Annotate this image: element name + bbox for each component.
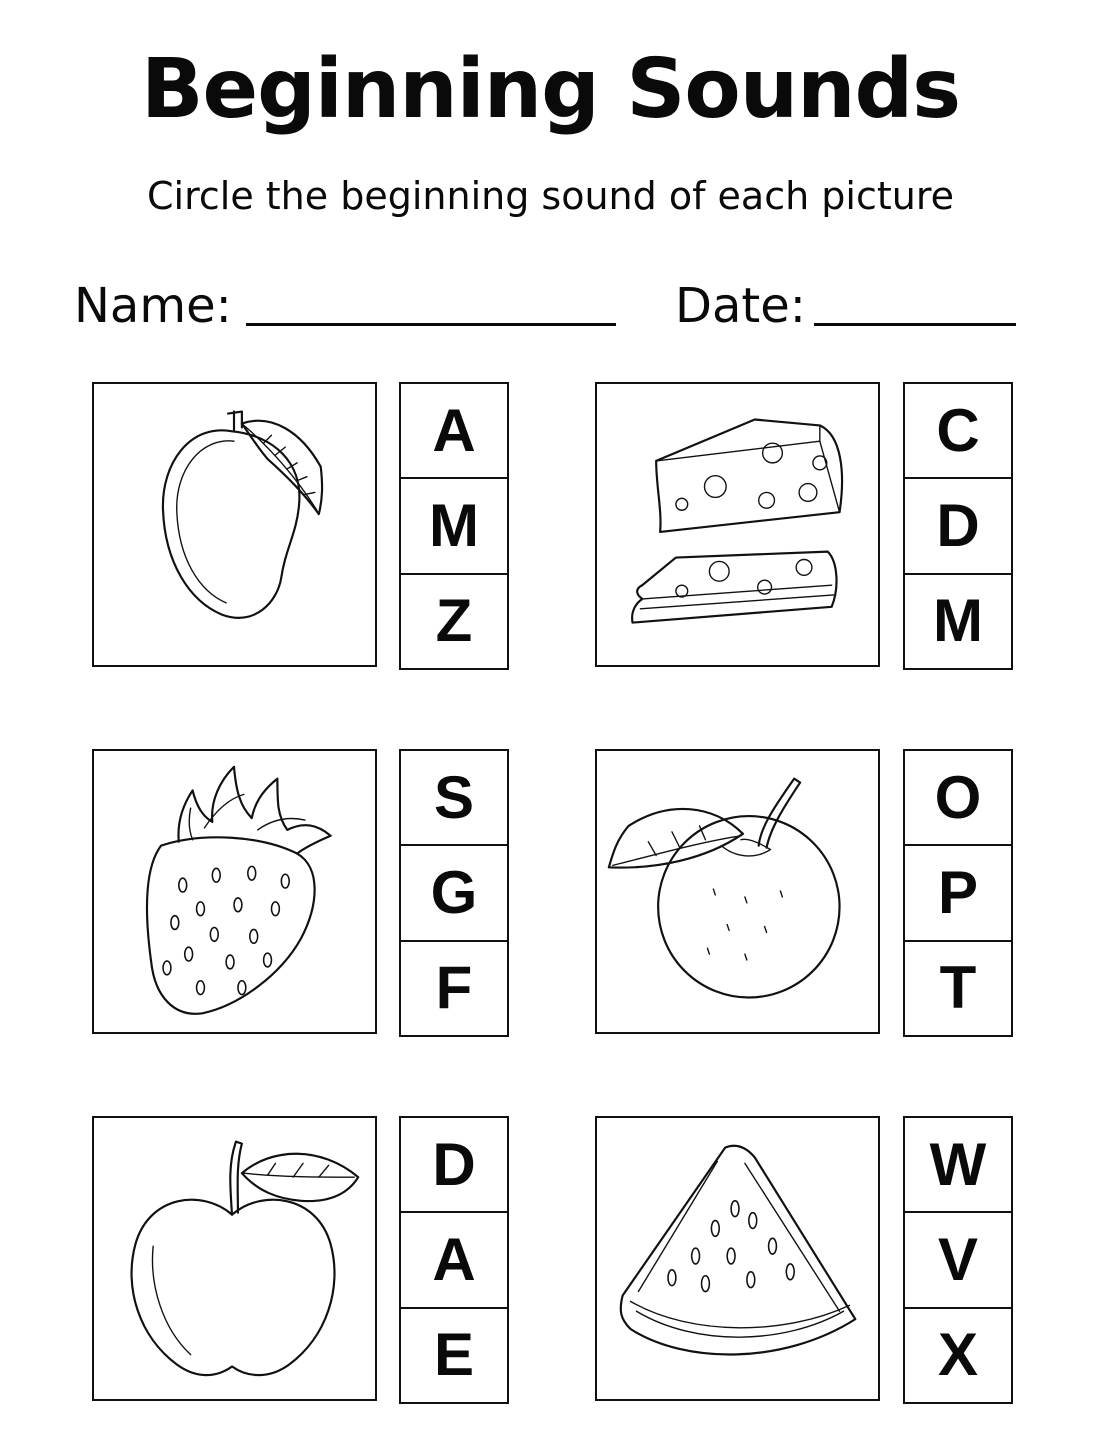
orange-icon bbox=[597, 751, 878, 1032]
picture-box-orange bbox=[595, 749, 880, 1034]
date-label: Date: bbox=[675, 278, 806, 334]
letter-option[interactable]: P bbox=[905, 844, 1011, 939]
name-label: Name: bbox=[74, 278, 232, 334]
letter-option[interactable]: V bbox=[905, 1211, 1011, 1306]
name-line[interactable] bbox=[246, 323, 616, 326]
letter-choices-orange bbox=[903, 749, 1013, 1037]
letter-option[interactable]: D bbox=[905, 477, 1011, 572]
letter-option[interactable]: D bbox=[432, 1130, 476, 1198]
picture-box-watermelon bbox=[595, 1116, 880, 1401]
cheese-icon bbox=[597, 384, 878, 665]
letter-option[interactable]: E bbox=[401, 1307, 507, 1402]
watermelon-icon bbox=[597, 1118, 878, 1399]
picture-box-apple bbox=[92, 1116, 377, 1401]
worksheet-instructions: Circle the beginning sound of each picture bbox=[147, 174, 954, 218]
letter-option[interactable]: W bbox=[929, 1130, 987, 1198]
letter-option[interactable]: A bbox=[401, 1211, 507, 1306]
picture-box-cheese bbox=[595, 382, 880, 667]
date-line[interactable] bbox=[814, 323, 1016, 326]
worksheet-title: Beginning Sounds bbox=[140, 42, 961, 137]
letter-option[interactable]: A bbox=[432, 396, 476, 464]
letter-choices-apple bbox=[399, 1116, 509, 1404]
letter-option[interactable]: M bbox=[905, 573, 1011, 668]
letter-option[interactable]: X bbox=[905, 1307, 1011, 1402]
letter-choices-strawberry bbox=[399, 749, 509, 1037]
letter-option[interactable]: T bbox=[905, 940, 1011, 1035]
letter-option[interactable]: M bbox=[401, 477, 507, 572]
letter-option[interactable]: C bbox=[936, 396, 980, 464]
letter-option[interactable]: O bbox=[934, 763, 982, 831]
letter-choices-mango bbox=[399, 382, 509, 670]
letter-choices-watermelon bbox=[903, 1116, 1013, 1404]
letter-option[interactable]: G bbox=[401, 844, 507, 939]
mango-icon bbox=[94, 384, 375, 665]
letter-option[interactable]: F bbox=[401, 940, 507, 1035]
letter-option[interactable]: Z bbox=[401, 573, 507, 668]
picture-box-mango bbox=[92, 382, 377, 667]
letter-choices-cheese bbox=[903, 382, 1013, 670]
strawberry-icon bbox=[94, 751, 375, 1032]
letter-option[interactable]: S bbox=[433, 763, 475, 831]
apple-icon bbox=[94, 1118, 375, 1399]
picture-box-strawberry bbox=[92, 749, 377, 1034]
